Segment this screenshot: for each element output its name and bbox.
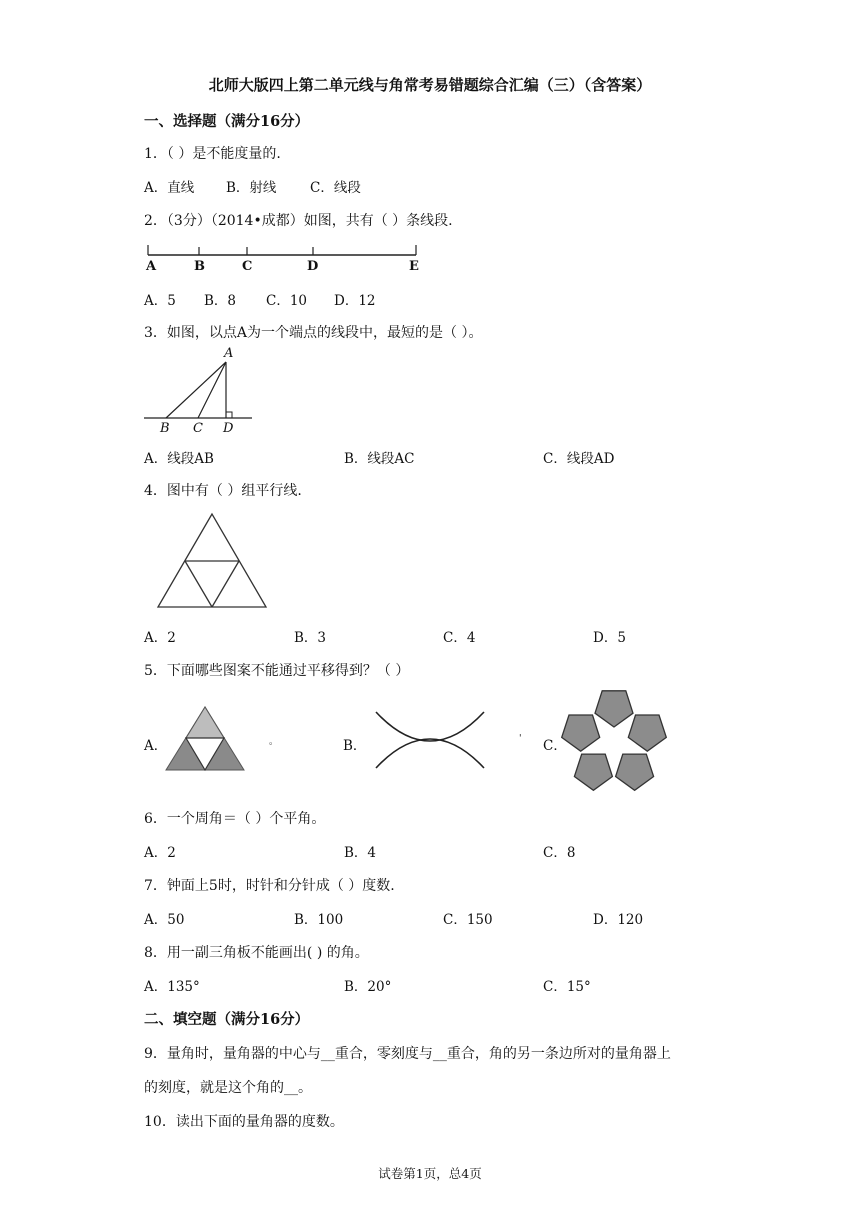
pentagon-shape <box>595 691 633 727</box>
q3-option-b: B．线段AC <box>344 451 415 467</box>
q6-option-c: C．8 <box>543 845 576 861</box>
q5-mark-1: 。 <box>269 737 279 747</box>
q3-option-c: C．线段AD <box>543 451 615 467</box>
question-7-text: 7．钟面上5时，时针和分针成（ ）度数. <box>144 878 395 894</box>
q4-option-d: D．5 <box>593 630 626 646</box>
pentagon-shape <box>562 715 600 751</box>
q3-point-b: B <box>160 421 170 436</box>
question-4-text: 4．图中有（ ）组平行线. <box>144 483 302 499</box>
q8-option-b: B．20° <box>344 979 392 995</box>
q3-point-d: D <box>223 421 234 436</box>
q2-point-d: D <box>307 259 319 274</box>
q4-option-b: B．3 <box>294 630 327 646</box>
q2-point-a: A <box>146 259 157 274</box>
question-1-text: 1．（ ）是不能度量的. <box>144 146 281 162</box>
question-3-text: 3．如图，以点A为一个端点的线段中，最短的是（ ）。 <box>144 325 483 341</box>
q3-point-a: A <box>224 346 234 361</box>
q8-option-a: A．135° <box>144 979 200 995</box>
q2-option-d: D．12 <box>334 293 376 309</box>
q7-option-d: D．120 <box>593 912 644 928</box>
q2-option-c: C．10 <box>266 293 308 309</box>
q7-option-b: B．100 <box>294 912 344 928</box>
q2-point-e: E <box>409 259 419 274</box>
question-9-line-2: 的刻度，就是这个角的__。 <box>144 1080 312 1096</box>
question-10-text: 10．读出下面的量角器的度数。 <box>144 1114 344 1130</box>
question-9-line-1: 9．量角时，量角器的中心与__重合，零刻度与__重合，角的另一条边所对的量角器上 <box>144 1046 671 1062</box>
question-8-text: 8．用一副三角板不能画出( ) 的角。 <box>144 945 369 961</box>
page-title: 北师大版四上第二单元线与角常考易错题综合汇编（三）（含答案） <box>208 76 652 94</box>
q6-option-b: B．4 <box>344 845 377 861</box>
pentagon-shape <box>574 754 612 790</box>
q6-option-a: A．2 <box>144 845 176 861</box>
page-footer: 试卷第1页，总4页 <box>378 1166 482 1181</box>
q3-option-a: A．线段AB <box>144 451 214 467</box>
q7-option-c: C．150 <box>443 912 493 928</box>
q5-option-b: B． <box>343 738 367 754</box>
q1-option-b: B．射线 <box>226 180 277 196</box>
section-choice-heading: 一、选择题（满分16分） <box>144 113 310 130</box>
q3-point-c: C <box>193 421 203 436</box>
question-5-text: 5．下面哪些图案不能通过平移得到？（ ） <box>144 663 410 679</box>
q2-option-b: B．8 <box>204 293 237 309</box>
q5-option-a: A． <box>144 738 168 754</box>
q8-option-c: C．15° <box>543 979 591 995</box>
q1-option-a: A．直线 <box>144 180 195 196</box>
question-6-text: 6．一个周角＝（ ）个平角。 <box>144 811 326 827</box>
question-2-text: 2．（3分）（2014•成都）如图，共有（ ）条线段. <box>144 213 453 229</box>
q2-point-c: C <box>242 259 253 274</box>
q2-point-b: B <box>194 259 205 274</box>
q5-mark-2: ' <box>519 734 522 744</box>
q5-option-c: C． <box>543 738 567 754</box>
q4-option-a: A．2 <box>144 630 176 646</box>
q4-option-c: C．4 <box>443 630 476 646</box>
q1-option-c: C．线段 <box>310 180 361 196</box>
q7-option-a: A．50 <box>144 912 185 928</box>
pentagon-shape <box>628 715 666 751</box>
pentagon-shape <box>616 754 654 790</box>
q2-option-a: A．5 <box>144 293 176 309</box>
section-fill-heading: 二、填空题（满分16分） <box>144 1011 310 1028</box>
